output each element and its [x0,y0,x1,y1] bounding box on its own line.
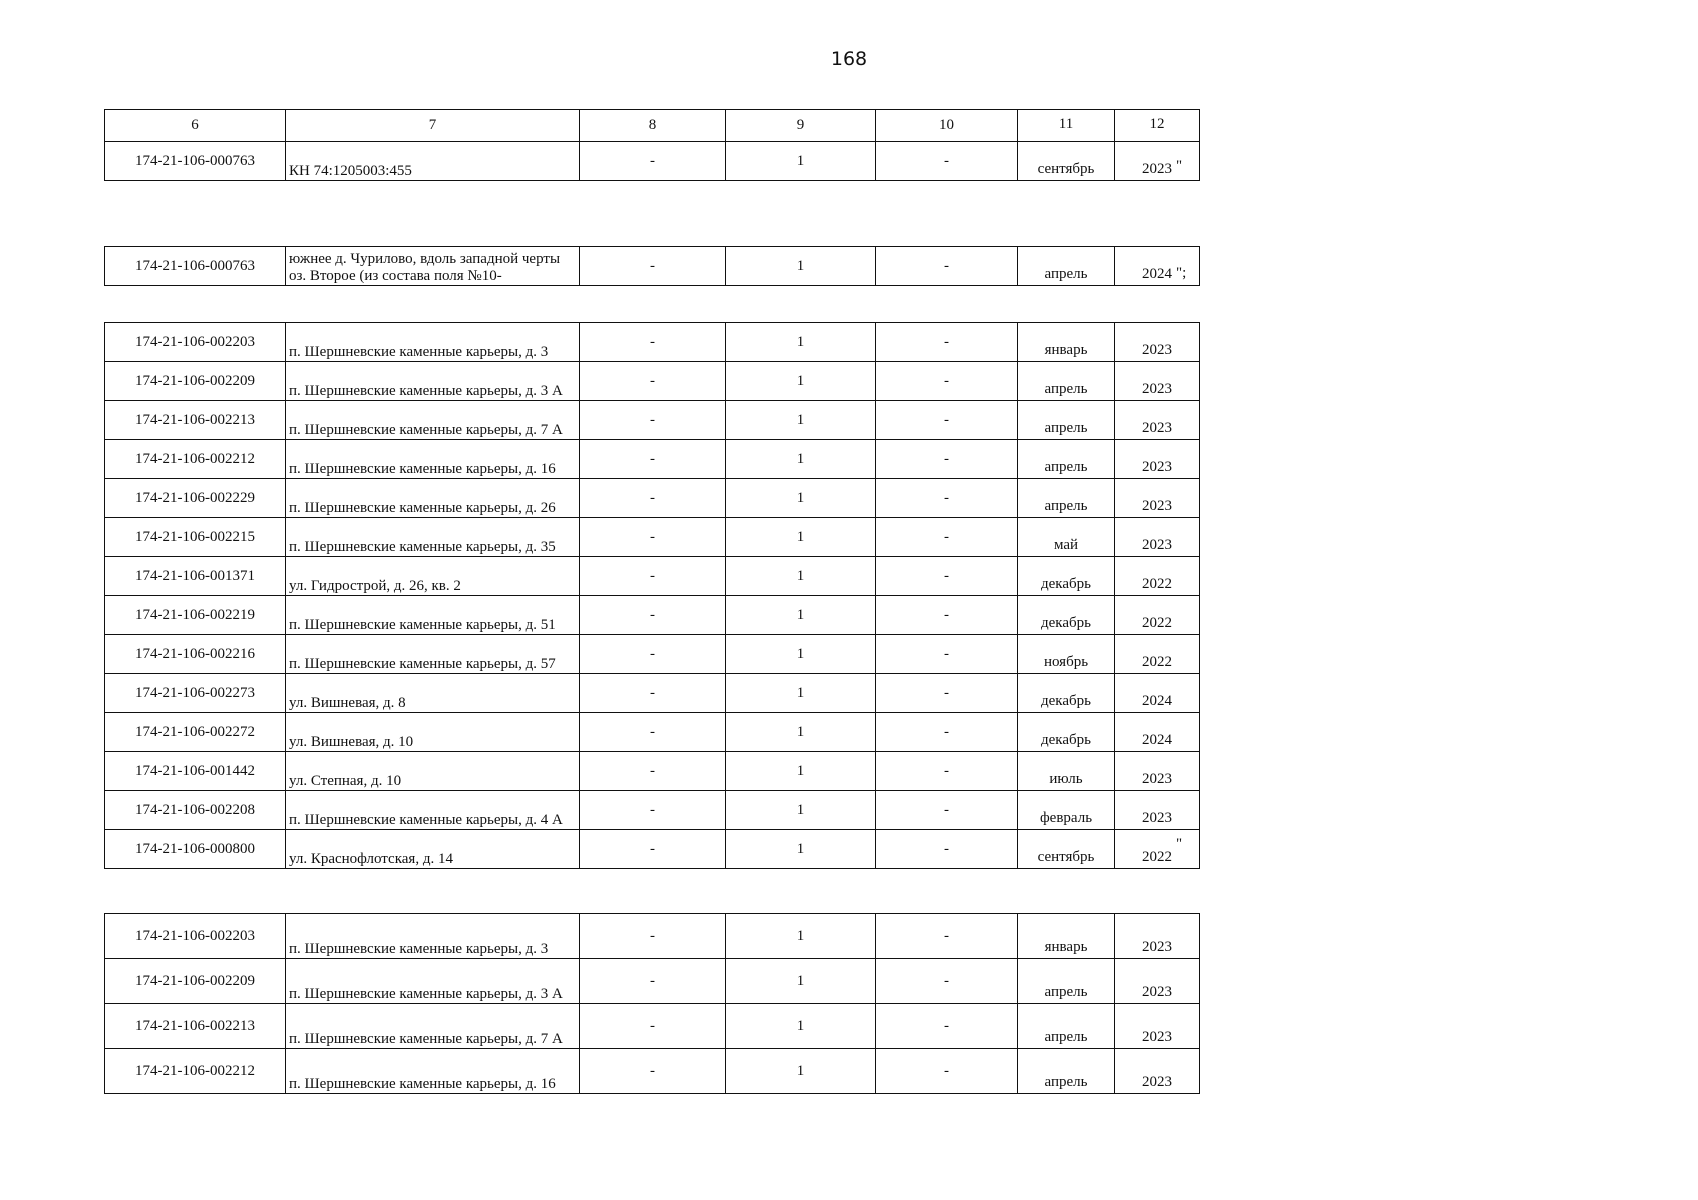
record-code-cell: 174-21-106-000763 [105,247,286,286]
record-code-cell: 174-21-106-002203 [105,323,286,362]
column-8-cell: - [580,596,726,635]
year-cell: 2023 [1115,914,1200,959]
table-row [105,518,1200,557]
column-10-cell: - [876,518,1018,557]
table-row [105,401,1200,440]
address-cell [286,914,580,959]
column-9-cell: 1 [726,752,876,791]
table-row [105,479,1200,518]
column-9-cell: 1 [726,791,876,830]
column-number-10: 10 [876,110,1018,142]
year-cell: 2023 [1115,479,1200,518]
table-row [105,791,1200,830]
column-9-cell: 1 [726,914,876,959]
table-row [105,247,1200,286]
address-text: ул. Вишневая, д. 10 [289,734,414,750]
column-8-cell: - [580,142,726,181]
year-cell: 2023 [1115,1049,1200,1094]
month-cell: сентябрь [1018,830,1115,869]
month-cell: декабрь [1018,596,1115,635]
table-row [105,713,1200,752]
month-cell: май [1018,518,1115,557]
column-9-cell: 1 [726,518,876,557]
column-8-cell: - [580,713,726,752]
address-text: южнее д. Чурилово, вдоль западной черты оз. Второе (из состава поля №10- [289,251,561,284]
column-10-cell: - [876,713,1018,752]
record-code-cell: 174-21-106-002203 [105,914,286,959]
column-number-8: 8 [580,110,726,142]
address-text: п. Шершневские каменные карьеры, д. 35 [289,539,556,555]
column-10-cell: - [876,1004,1018,1049]
address-text: ул. Краснофлотская, д. 14 [289,851,453,867]
column-10-cell: - [876,323,1018,362]
month-cell: декабрь [1018,674,1115,713]
table-block-2 [104,246,1200,286]
column-10-cell: - [876,752,1018,791]
record-code-cell: 174-21-106-002272 [105,713,286,752]
table-row [105,557,1200,596]
column-8-cell: - [580,247,726,286]
column-9-cell: 1 [726,440,876,479]
address-cell [286,635,580,674]
column-9-cell: 1 [726,247,876,286]
column-10-cell: - [876,959,1018,1004]
column-10-cell: - [876,401,1018,440]
address-cell [286,830,580,869]
table-row [105,635,1200,674]
month-cell: декабрь [1018,557,1115,596]
column-9-cell: 1 [726,959,876,1004]
address-text: п. Шершневские каменные карьеры, д. 7 А [289,422,563,438]
year-cell: 2023 [1115,752,1200,791]
month-cell: июль [1018,752,1115,791]
table-row [105,596,1200,635]
address-cell [286,362,580,401]
address-text: ул. Вишневая, д. 8 [289,695,406,711]
year-cell: 2023 [1115,401,1200,440]
month-cell: апрель [1018,440,1115,479]
column-8-cell: - [580,401,726,440]
month-cell: сентябрь [1018,142,1115,181]
column-8-cell: - [580,440,726,479]
column-9-cell: 1 [726,830,876,869]
month-cell: апрель [1018,1004,1115,1049]
year-cell: 2023 [1115,959,1200,1004]
address-cell [286,479,580,518]
record-code-cell: 174-21-106-001371 [105,557,286,596]
month-cell: апрель [1018,959,1115,1004]
address-text: ул. Гидрострой, д. 26, кв. 2 [289,578,461,594]
column-8-cell: - [580,791,726,830]
year-cell: 2022 [1115,635,1200,674]
year-cell: 2024 [1115,713,1200,752]
column-number-6: 6 [105,110,286,142]
address-text: п. Шершневские каменные карьеры, д. 3 А [289,383,563,399]
month-cell: апрель [1018,401,1115,440]
table-row [105,674,1200,713]
address-cell [286,557,580,596]
column-8-cell: - [580,959,726,1004]
address-text: п. Шершневские каменные карьеры, д. 3 [289,941,549,957]
column-10-cell: - [876,362,1018,401]
column-10-cell: - [876,1049,1018,1094]
address-text: п. Шершневские каменные карьеры, д. 3 А [289,986,563,1002]
year-cell: 2022 [1115,557,1200,596]
address-text: п. Шершневские каменные карьеры, д. 4 А [289,812,563,828]
month-cell: апрель [1018,362,1115,401]
column-9-cell: 1 [726,1049,876,1094]
column-9-cell: 1 [726,362,876,401]
address-cell [286,596,580,635]
record-code-cell: 174-21-106-002229 [105,479,286,518]
address-cell [286,401,580,440]
year-cell: 2023 [1115,518,1200,557]
table-block-3 [104,322,1200,869]
address-cell [286,674,580,713]
page-number: 168 [830,48,868,70]
column-8-cell: - [580,914,726,959]
column-9-cell: 1 [726,142,876,181]
address-cell [286,1004,580,1049]
year-cell: 2023 [1115,323,1200,362]
record-code-cell: 174-21-106-001442 [105,752,286,791]
month-cell: декабрь [1018,713,1115,752]
closing-quote: " [1176,836,1183,852]
column-number-12: 12 [1115,110,1200,142]
table-row [105,440,1200,479]
column-8-cell: - [580,518,726,557]
column-number-row [105,110,1200,142]
column-9-cell: 1 [726,713,876,752]
record-code-cell: 174-21-106-002213 [105,1004,286,1049]
column-10-cell: - [876,635,1018,674]
column-9-cell: 1 [726,401,876,440]
year-cell: 2023 [1115,440,1200,479]
column-8-cell: - [580,635,726,674]
column-9-cell: 1 [726,596,876,635]
year-cell: 2023 [1115,1004,1200,1049]
table-row [105,959,1200,1004]
record-code-cell: 174-21-106-002212 [105,1049,286,1094]
year-cell: 2022 [1115,596,1200,635]
record-code-cell: 174-21-106-002273 [105,674,286,713]
month-cell: апрель [1018,1049,1115,1094]
address-text: п. Шершневские каменные карьеры, д. 57 [289,656,556,672]
closing-quote: "; [1176,265,1187,281]
column-10-cell: - [876,479,1018,518]
address-text: п. Шершневские каменные карьеры, д. 16 [289,461,556,477]
month-cell: февраль [1018,791,1115,830]
month-cell: ноябрь [1018,635,1115,674]
record-code-cell: 174-21-106-002209 [105,362,286,401]
address-cell [286,959,580,1004]
address-cell [286,247,580,286]
table-row [105,1004,1200,1049]
column-number-9: 9 [726,110,876,142]
column-10-cell: - [876,440,1018,479]
table-row [105,752,1200,791]
address-cell [286,440,580,479]
column-10-cell: - [876,914,1018,959]
address-cell [286,142,580,181]
address-text: п. Шершневские каменные карьеры, д. 51 [289,617,556,633]
record-code-cell: 174-21-106-002208 [105,791,286,830]
address-text: КН 74:1205003:455 [289,163,412,179]
table-row [105,362,1200,401]
closing-quote: " [1176,158,1183,174]
column-8-cell: - [580,1049,726,1094]
record-code-cell: 174-21-106-002215 [105,518,286,557]
column-9-cell: 1 [726,635,876,674]
record-code-cell: 174-21-106-000763 [105,142,286,181]
column-8-cell: - [580,323,726,362]
table-block-4 [104,913,1200,1094]
column-9-cell: 1 [726,479,876,518]
column-9-cell: 1 [726,323,876,362]
record-code-cell: 174-21-106-002216 [105,635,286,674]
table-row [105,323,1200,362]
address-cell [286,518,580,557]
column-9-cell: 1 [726,557,876,596]
address-cell [286,713,580,752]
year-cell: 2023 [1115,142,1200,181]
column-10-cell: - [876,791,1018,830]
year-cell: 2022 [1115,830,1200,869]
month-cell: январь [1018,323,1115,362]
column-10-cell: - [876,142,1018,181]
record-code-cell: 174-21-106-002209 [105,959,286,1004]
table-row [105,142,1200,181]
address-cell [286,323,580,362]
address-cell [286,1049,580,1094]
column-8-cell: - [580,674,726,713]
table-row [105,914,1200,959]
address-text: п. Шершневские каменные карьеры, д. 26 [289,500,556,516]
table-row [105,830,1200,869]
address-text: п. Шершневские каменные карьеры, д. 7 А [289,1031,563,1047]
year-cell: 2023 [1115,791,1200,830]
year-cell: 2023 [1115,362,1200,401]
record-code-cell: 174-21-106-002212 [105,440,286,479]
month-cell: январь [1018,914,1115,959]
record-code-cell: 174-21-106-000800 [105,830,286,869]
column-number-7: 7 [286,110,580,142]
column-8-cell: - [580,1004,726,1049]
year-cell: 2024 [1115,674,1200,713]
record-code-cell: 174-21-106-002219 [105,596,286,635]
column-10-cell: - [876,674,1018,713]
column-8-cell: - [580,830,726,869]
column-10-cell: - [876,830,1018,869]
column-number-11: 11 [1018,110,1115,142]
column-9-cell: 1 [726,674,876,713]
table-row [105,1049,1200,1094]
column-8-cell: - [580,479,726,518]
column-10-cell: - [876,557,1018,596]
record-code-cell: 174-21-106-002213 [105,401,286,440]
address-cell [286,791,580,830]
address-text: ул. Степная, д. 10 [289,773,402,789]
year-cell: 2024 [1115,247,1200,286]
month-cell: апрель [1018,247,1115,286]
address-text: п. Шершневские каменные карьеры, д. 16 [289,1076,556,1092]
month-cell: апрель [1018,479,1115,518]
table-block-1 [104,109,1200,181]
address-text: п. Шершневские каменные карьеры, д. 3 [289,344,549,360]
column-10-cell: - [876,247,1018,286]
column-8-cell: - [580,557,726,596]
column-9-cell: 1 [726,1004,876,1049]
address-cell [286,752,580,791]
column-10-cell: - [876,596,1018,635]
column-8-cell: - [580,752,726,791]
column-8-cell: - [580,362,726,401]
